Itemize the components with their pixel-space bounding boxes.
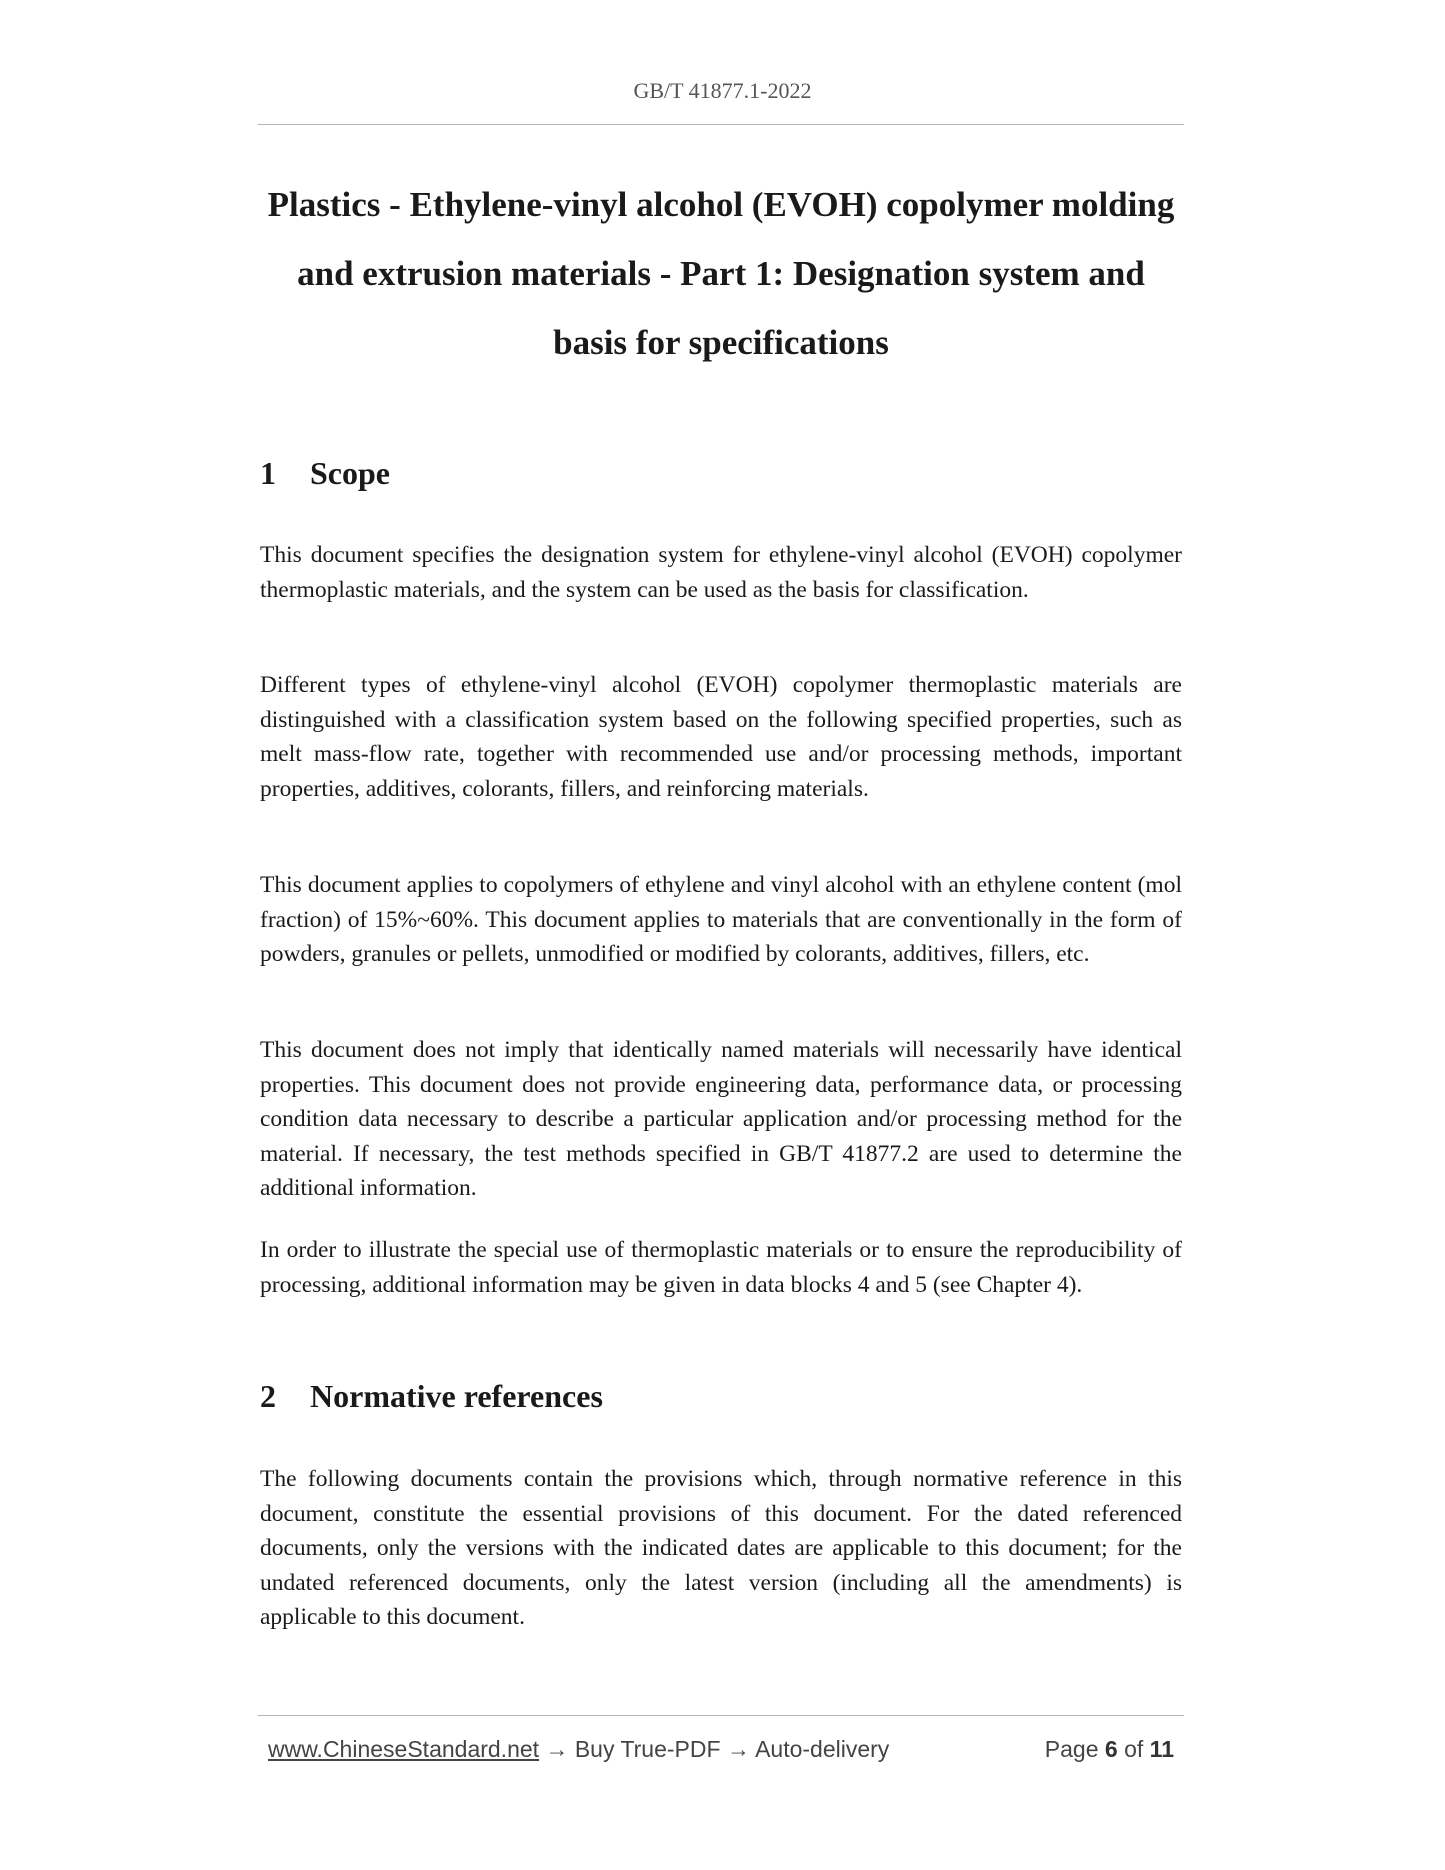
document-code-header: GB/T 41877.1-2022 [633,78,812,103]
arrow-right-icon: → [726,1736,750,1762]
scope-paragraph: This document specifies the designation system for ethylene-vinyl alcohol (EVOH) copolymer thermoplastic materials, and the system can be used as the basis for classification. [260,542,1182,603]
scope-paragraph: This document does not imply that identically named materials will necessarily have identical properties. This document does not provide engineering data, performance data, or processing condition data necessary to describe a particular application and/or processing method for the material. If necessary, the test methods specified in GB/T 41877.2 are used to determine the additional information. [260,1037,1182,1201]
buy-true-pdf-text: Buy True-PDF [574,1736,721,1762]
page-label: Page [1044,1736,1099,1762]
section-title: Normative references [310,1378,603,1414]
page-of-label: of [1124,1736,1144,1762]
document-title [258,170,1184,377]
title-line: and extrusion materials - Part 1: Designation system and [297,254,1145,293]
section-heading-normative-references [260,1378,603,1415]
header-divider [258,124,1184,125]
arrow-right-icon: → [545,1736,569,1762]
scope-paragraph: This document applies to copolymers of ethylene and vinyl alcohol with an ethylene content (mol fraction) of 15%~60%. This document applies to materials that are conventionally in the form of powders, granules or pellets, unmodified or modified by colorants, additives, fillers, etc. [260,872,1182,967]
chinese-standard-link[interactable]: www.ChineseStandard.net [268,1736,540,1762]
page-indicator [1045,1736,1174,1763]
normative-references-paragraph: The following documents contain the provisions which, through normative reference in this document, constitute the essential provisions of this document. For the dated referenced documents, only the versions with the indicated dates are applicable to this document; for the undated referenced documents, only the latest version (including all the amendments) is applicable to this document. [260,1466,1182,1630]
footer-divider [258,1715,1184,1716]
section-title: Scope [310,455,390,491]
section-number: 1 [260,455,276,491]
auto-delivery-text: Auto-delivery [755,1736,890,1762]
title-line: basis for specifications [553,323,889,362]
page-footer [268,1736,1174,1770]
section-heading-scope [260,455,390,492]
page-current: 6 [1104,1736,1118,1762]
section-number: 2 [260,1378,276,1414]
scope-paragraph: Different types of ethylene-vinyl alcohol (EVOH) copolymer thermoplastic materials are distinguished with a classification system based on the following specified properties, such as melt mass-flow rate, together with recommended use and/or processing methods, important properties, additives, colorants, fillers, and reinforcing materials. [260,672,1182,802]
scope-paragraph: In order to illustrate the special use of thermoplastic materials or to ensure the reproducibility of processing, additional information may be given in data blocks 4 and 5 (see Chapter 4). [260,1237,1182,1298]
page-total: 11 [1149,1736,1174,1762]
title-line: Plastics - Ethylene-vinyl alcohol (EVOH) copolymer molding [267,185,1175,224]
